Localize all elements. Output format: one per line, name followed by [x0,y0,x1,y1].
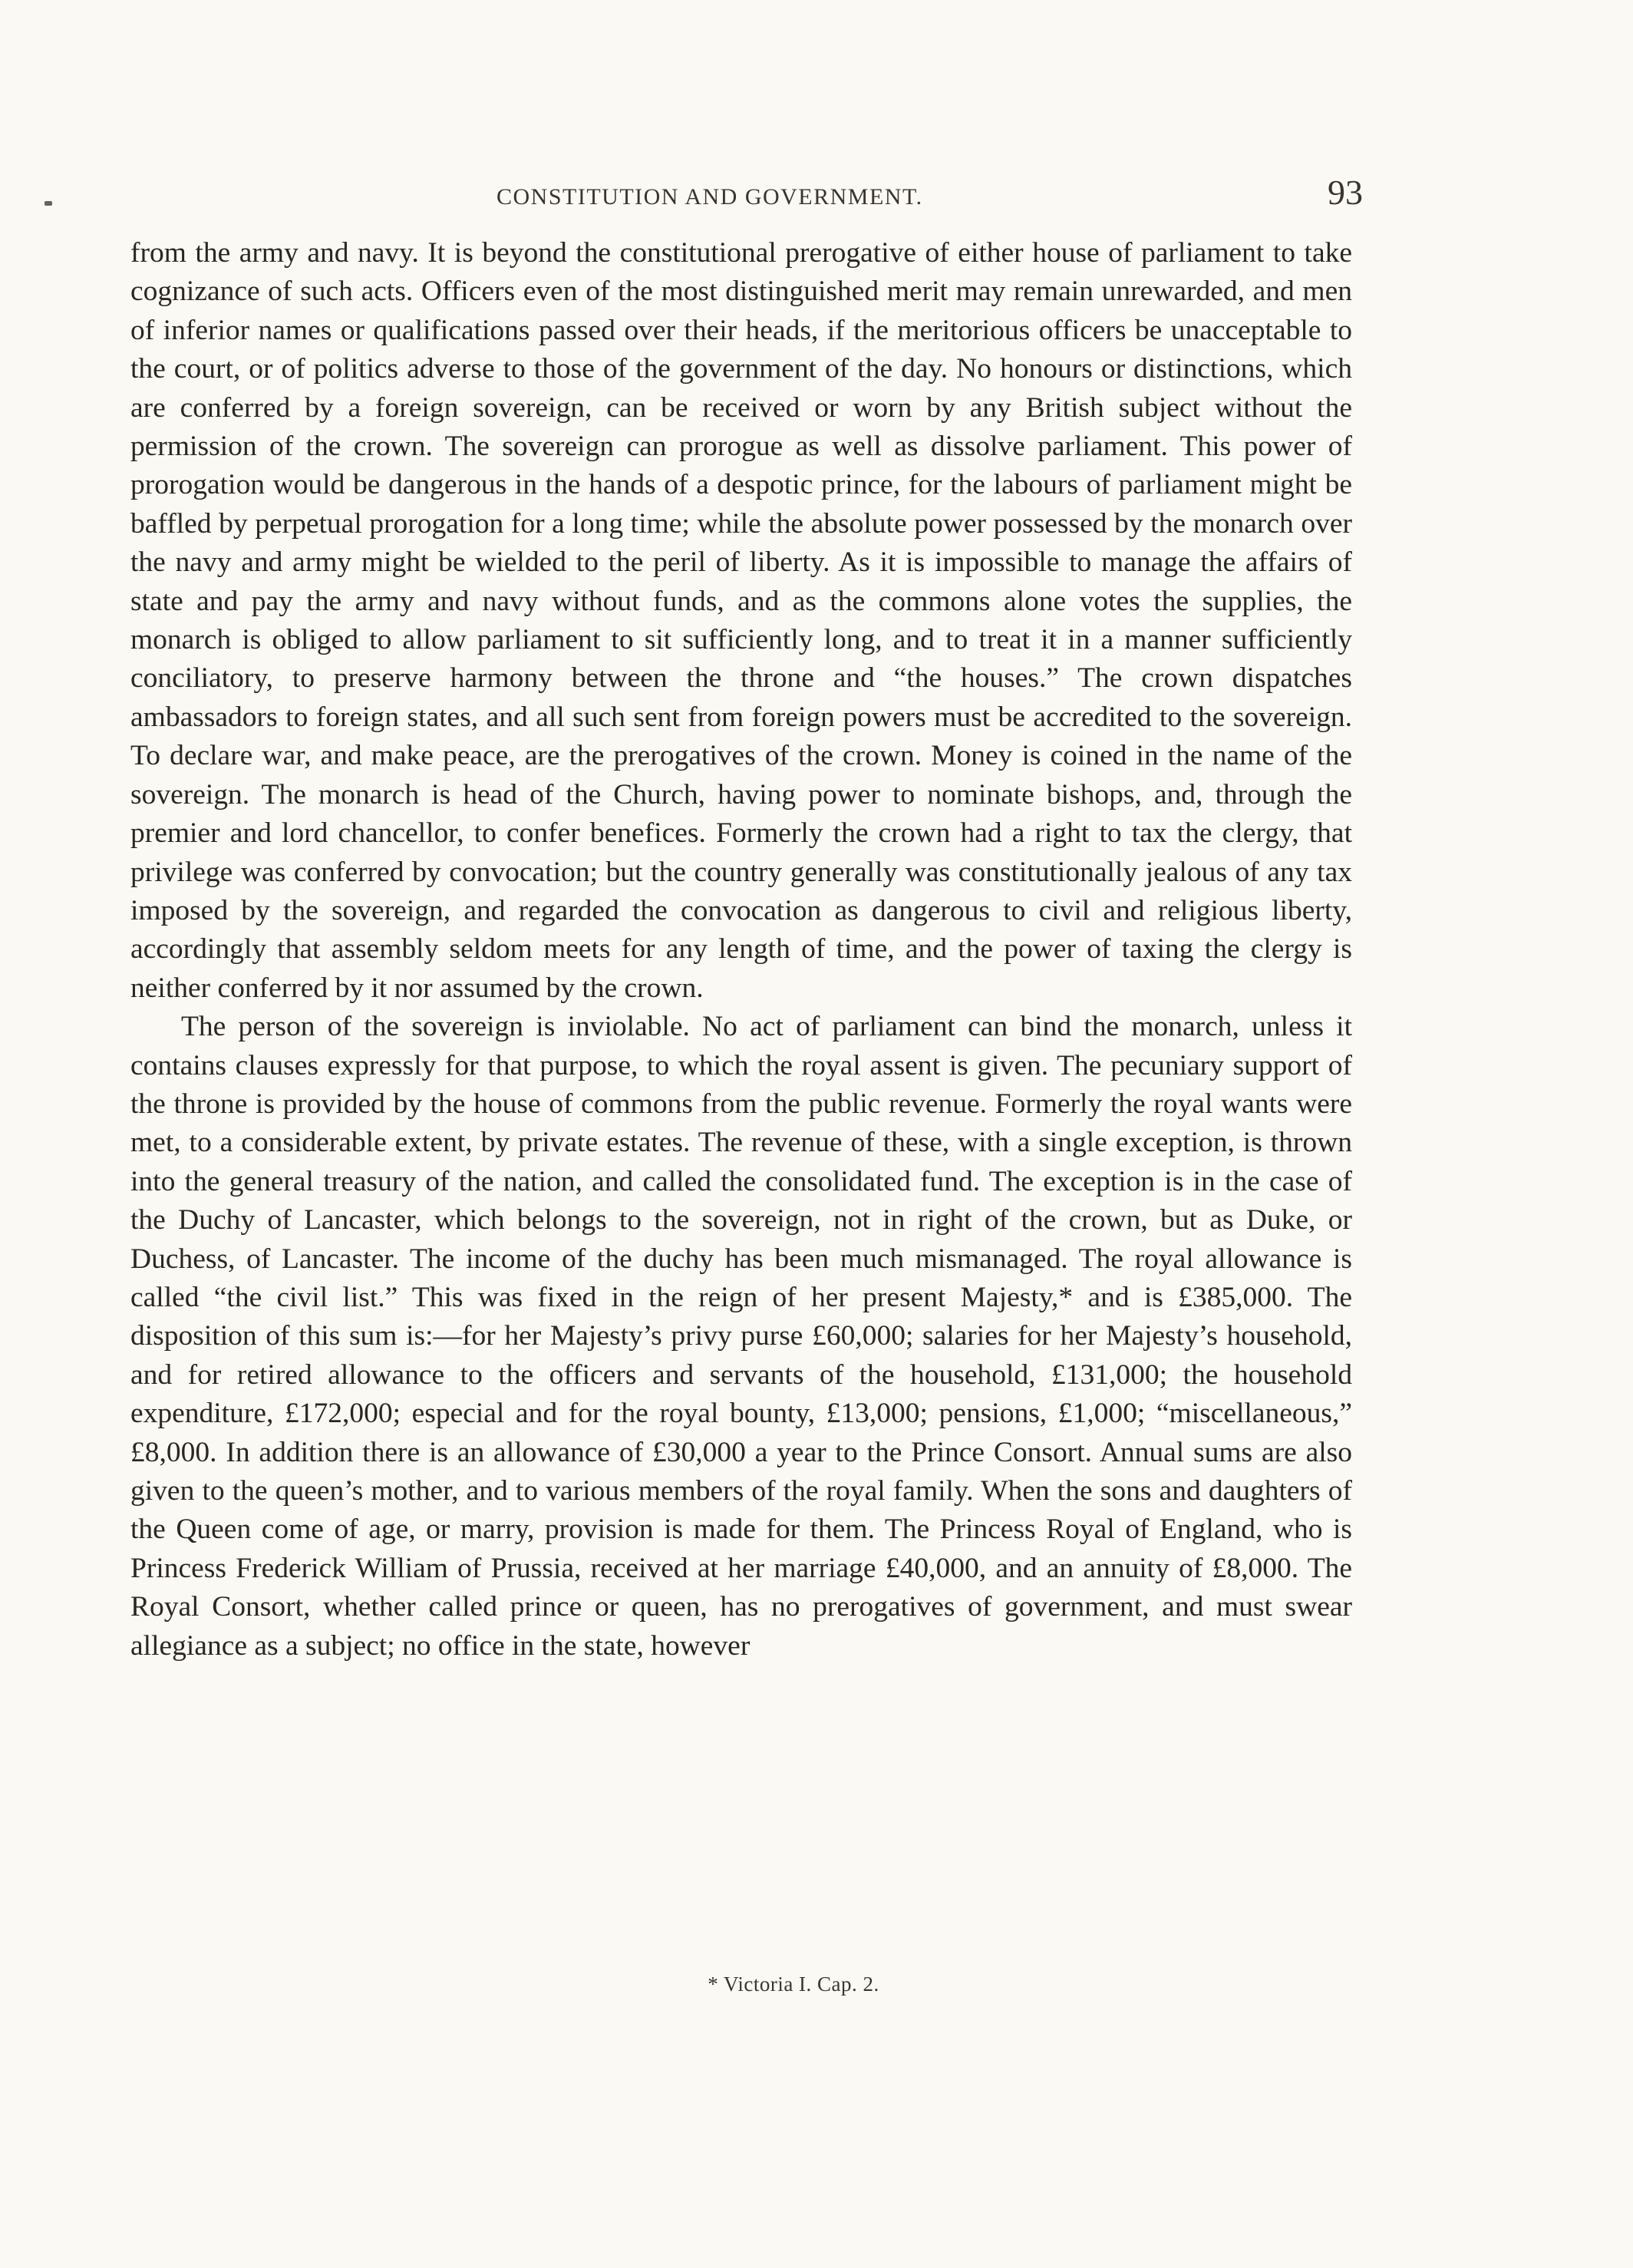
paragraph: from the army and navy. It is beyond the constitutional prerogative of either house of parliament to take cognizance of such acts. Officers even of the most distinguished merit may remain unrewarded, and men of inferior names or qualifications passed over their heads, if the meritorious officers be unacceptable to the court, or of politics adverse to those of the government of the day. No honours or distinctions, which are conferred by a foreign sovereign, can be received or worn by any British subject without the permission of the crown. The sovereign can prorogue as well as dissolve parliament. This power of prorogation would be dangerous in the hands of a despotic prince, for the labours of parliament might be baffled by perpetual prorogation for a long time; while the absolute power possessed by the monarch over the navy and army might be wielded to the peril of liberty. As it is impossible to manage the affairs of state and pay the army and navy without funds, and as the commons alone votes the supplies, the monarch is obliged to allow parliament to sit sufficiently long, and to treat it in a manner sufficiently conciliatory, to preserve harmony between the throne and “the houses.” The crown dispatches ambassadors to foreign states, and all such sent from foreign powers must be accredited to the sovereign. To declare war, and make peace, are the prerogatives of the crown. Money is coined in the name of the sovereign. The monarch is head of the Church, having power to nominate bishops, and, through the premier and lord chancellor, to confer benefices. Formerly the crown had a right to tax the clergy, that privilege was conferred by convocation; but the country generally was constitutionally jealous of any tax imposed by the sovereign, and regarded the convocation as dangerous to civil and religious liberty, accordingly that assembly seldom meets for any length of time, and the power of taxing the clergy is neither conferred by it nor assumed by the crown. [130,237,1352,1004]
footnote-text: * Victoria I. Cap. 2. [708,1973,879,1996]
paragraph: The person of the sovereign is inviolable. No act of parliament can bind the monarch, unless it contains clauses expressly for that purpose, to which the royal assent is given. The pecuniary support of the throne is provided by the house of commons from the public revenue. Formerly the royal wants were met, to a considerable extent, by private estates. The revenue of these, with a single exception, is thrown into the general treasury of the nation, and called the consolidated fund. The exception is in the case of the Duchy of Lancaster, which belongs to the sovereign, not in right of the crown, but as Duke, or Duchess, of Lancaster. The income of the duchy has been much mismanaged. The royal allowance is called “the civil list.” This was fixed in the reign of her present Majesty,* and is £385,000. The disposition of this sum is:—for her Majesty’s privy purse £60,000; salaries for her Majesty’s household, and for retired allowance to the officers and servants of the household, £131,000; the household expenditure, £172,000; especial and for the royal bounty, £13,000; pensions, £1,000; “miscellaneous,” £8,000. In addition there is an allowance of £30,000 a year to the Prince Consort. Annual sums are also given to the queen’s mother, and to various members of the royal family. When the sons and daughters of the Queen come of age, or marry, provision is made for them. The Princess Royal of England, who is Princess Frederick William of Prussia, received at her marriage £40,000, and an annuity of £8,000. The Royal Consort, whether called prince or queen, has no prerogatives of government, and must swear allegiance as a subject; no office in the state, however [130,1011,1352,1662]
running-head [130,170,1363,216]
body-text [130,234,1352,1666]
margin-mark [45,201,52,206]
footnote [0,1973,1633,1996]
running-title: CONSTITUTION AND GOVERNMENT. [496,184,923,210]
page-number: 93 [1328,173,1363,212]
